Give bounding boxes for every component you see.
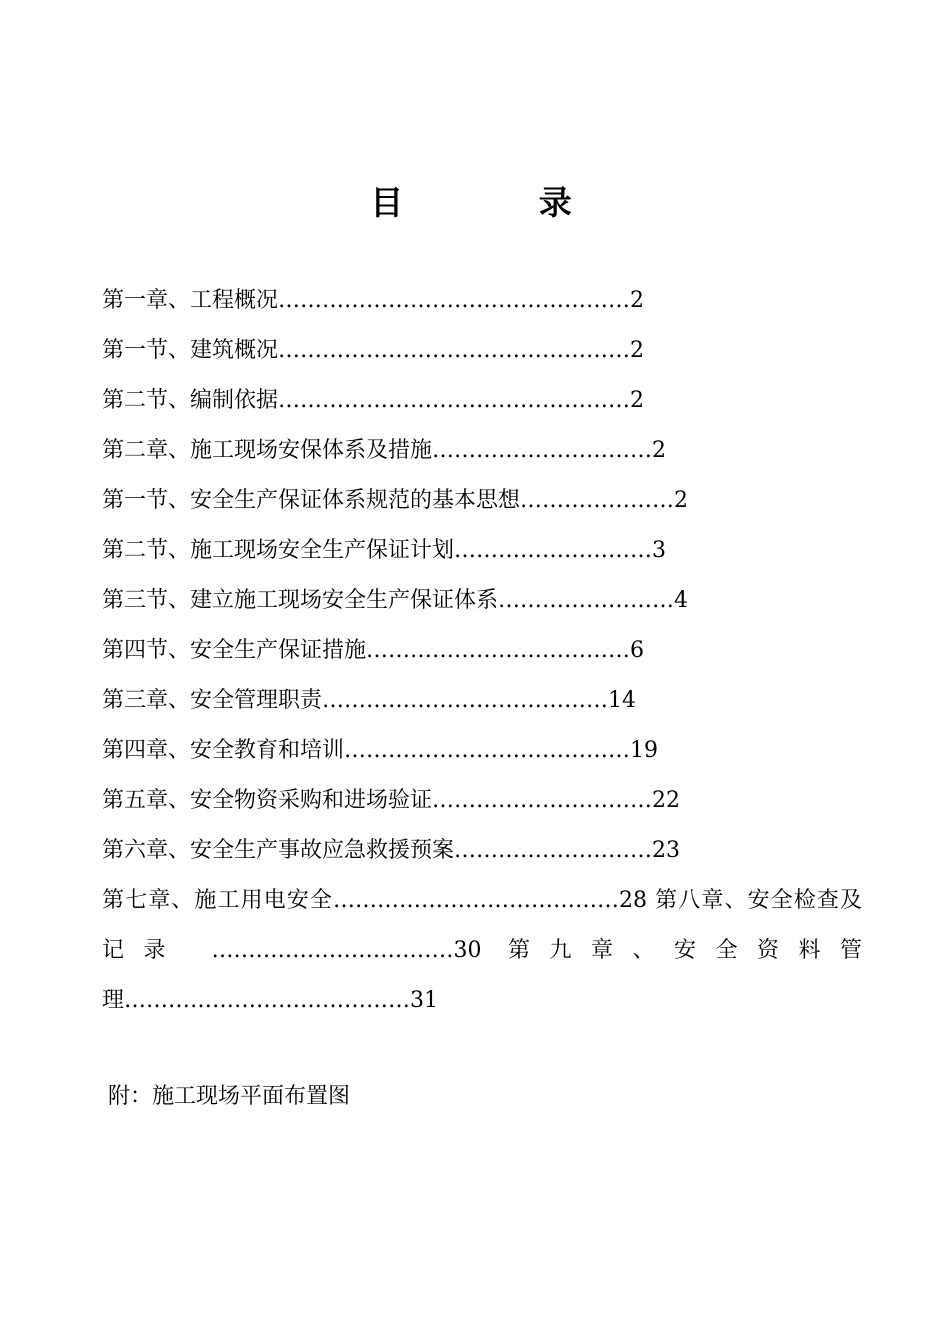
toc-entry[interactable]	[102, 576, 862, 626]
toc-entry-page: 30	[453, 938, 482, 963]
toc-entry-title: 第二节、施工现场安全生产保证计划	[102, 538, 455, 563]
toc-entry-leader: …………………………………	[124, 988, 411, 1013]
toc-entry-title: 第八章、安全检查及记录	[102, 888, 862, 963]
toc-entry[interactable]	[102, 826, 862, 876]
toc-entry-page: 6	[630, 638, 645, 663]
toc-entry[interactable]	[102, 888, 647, 913]
toc-entry-page: 2	[674, 488, 689, 513]
toc-entry[interactable]	[102, 476, 862, 526]
toc-entry-leader: …………………………………………	[278, 338, 631, 363]
toc-entry-leader: …………………………………	[344, 738, 631, 763]
toc-entry-leader: ………………………	[454, 538, 653, 563]
toc-entry-title: 第三章、安全管理职责	[102, 688, 323, 713]
toc-entry[interactable]	[102, 426, 862, 476]
toc-entry[interactable]	[102, 726, 862, 776]
toc-entry-page: 22	[652, 788, 681, 813]
toc-entry-page: 2	[630, 338, 645, 363]
toc-entry[interactable]	[102, 676, 862, 726]
toc-entry-page: 2	[652, 438, 667, 463]
toc-entry[interactable]	[102, 326, 862, 376]
toc-entry-page: 23	[652, 838, 681, 863]
toc-entry-leader: ………………………	[454, 838, 653, 863]
appendix-note: 附：施工现场平面布置图	[108, 1084, 351, 1109]
toc-entry-title: 第一章、工程概况	[102, 288, 279, 313]
toc-entry-title: 第一节、安全生产保证体系规范的基本思想	[102, 488, 521, 513]
toc-entry-title: 第七章、施工用电安全	[102, 888, 334, 913]
toc-entry[interactable]	[102, 626, 862, 676]
toc-entry-page: 4	[674, 588, 689, 613]
toc-entry-leader: ……………………………	[211, 938, 454, 963]
toc-entry-page: 14	[608, 688, 637, 713]
toc-entry-leader: …………………………………	[333, 888, 620, 913]
toc-entry-leader: …………………………………………	[278, 388, 631, 413]
toc-entry-title: 第二章、施工现场安保体系及措施	[102, 438, 433, 463]
toc-entry-page: 31	[410, 988, 439, 1013]
table-of-contents	[102, 276, 862, 1026]
toc-wrapped-entries	[102, 876, 862, 1026]
toc-entry-leader: ………………………………	[366, 638, 631, 663]
toc-entry[interactable]	[102, 376, 862, 426]
toc-entry-page: 2	[630, 288, 645, 313]
toc-entry-title: 第二节、编制依据	[102, 388, 279, 413]
toc-entry[interactable]	[102, 276, 862, 326]
toc-entry-title: 第三节、建立施工现场安全生产保证体系	[102, 588, 499, 613]
toc-entry-leader: …………………………………	[322, 688, 609, 713]
page-title: 目 录	[370, 183, 634, 222]
toc-entry-leader: …………………………………………	[278, 288, 631, 313]
toc-entry-page: 3	[652, 538, 667, 563]
toc-entry-leader: ……………………	[498, 588, 675, 613]
toc-entry-page: 28	[619, 888, 648, 913]
toc-entry-page: 2	[630, 388, 645, 413]
toc-entry-title: 第一节、建筑概况	[102, 338, 279, 363]
toc-entry[interactable]	[102, 526, 862, 576]
toc-entry-leader: …………………………	[432, 438, 653, 463]
toc-entry-title: 第四章、安全教育和培训	[102, 738, 345, 763]
toc-entry-title: 第六章、安全生产事故应急救援预案	[102, 838, 455, 863]
toc-entry[interactable]	[102, 776, 862, 826]
toc-entry-leader: …………………………	[432, 788, 653, 813]
toc-entry-title: 第五章、安全物资采购和进场验证	[102, 788, 433, 813]
toc-entry-page: 19	[630, 738, 659, 763]
toc-entry-title: 第四节、安全生产保证措施	[102, 638, 367, 663]
toc-entry-title: 第九章、安全资料管理	[102, 938, 862, 1013]
toc-entry-leader: …………………	[520, 488, 675, 513]
